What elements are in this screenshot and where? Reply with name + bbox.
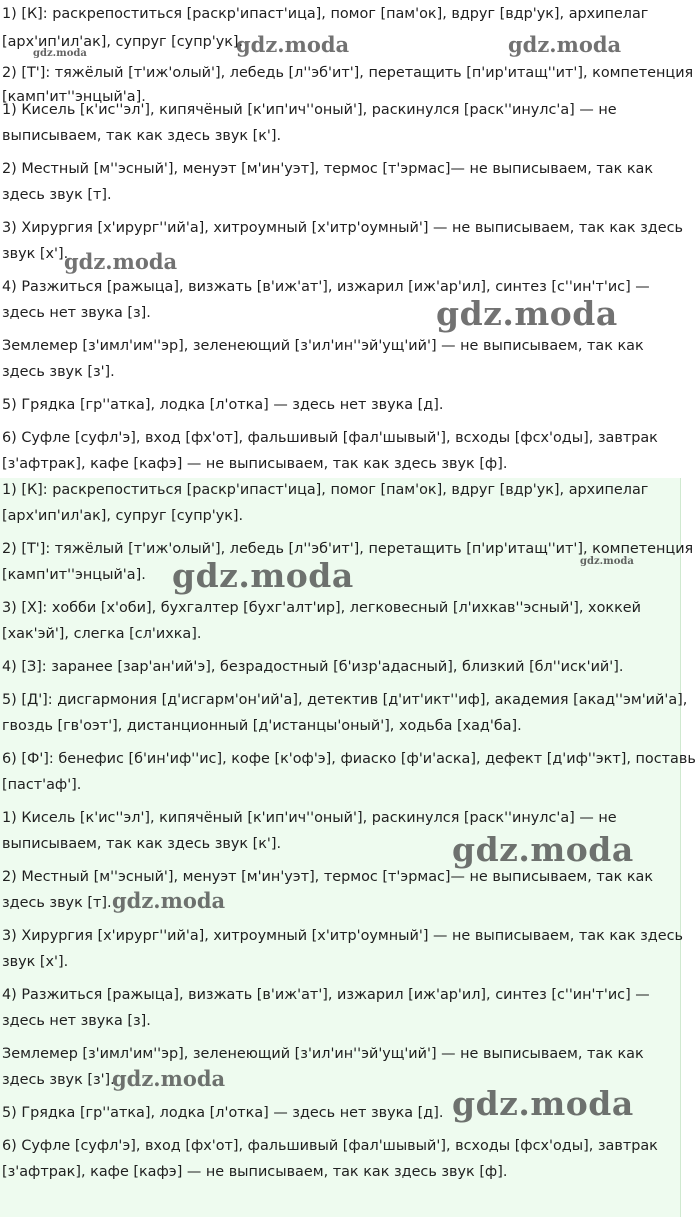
text-line: [з'афтрак], кафе [кафэ] — не выписываем, так как здесь звук [ф]. [2,1164,508,1180]
watermark: gdz.moda [452,1084,634,1123]
text-line: 1) [К]: раскрепоститься [раскр'ипаст'ица], помог [пам'ок], вдруг [вдр'ук], архипелаг [2,6,649,22]
text-line: звук [х']. [2,954,69,970]
watermark: gdz.moda [508,32,622,57]
text-line: здесь звук [т]. [2,895,112,911]
text-line: 2) Местный [м''эсный'], менуэт [м'ин'уэт], термос [т'эрмас]— не выписываем, так как [2,869,654,885]
text-line: 5) Грядка [гр''атка], лодка [л'отка] — здесь нет звука [д]. [2,397,444,413]
answer-block-bottom [0,478,696,1217]
text-line: 6) [Ф']: бенефис [б'ин'иф''ис], кофе [к'оф'э], фиаско [ф'и'аска], дефект [д'иф''экт], поставь [2,751,696,767]
text-line: 1) [К]: раскрепоститься [раскр'ипаст'ица], помог [пам'ок], вдруг [вдр'ук], архипелаг [2,482,649,498]
watermark: gdz.moda [452,830,634,869]
text-line: [паст'аф']. [2,777,82,793]
text-line: [хак'эй'], слегка [сл'ихка]. [2,626,202,642]
text-line: 2) [Т']: тяжёлый [т'иж'олый'], лебедь [л''эб'ит'], перетащить [п'ир'итащ''ит'], компетенция [2,541,694,557]
watermark: gdz.moda [64,249,178,274]
text-line: 1) Кисель [к'ис''эл'], кипячёный [к'ип'ич''оный'], раскинулся [раск''инулс'а] — не [2,810,617,826]
watermark: gdz.moda [112,888,226,913]
text-line: 1) Кисель [к'ис''эл'], кипячёный [к'ип'ич''оный'], раскинулся [раск''инулс'а] — не [2,102,617,118]
text-line: выписываем, так как здесь звук [к']. [2,836,282,852]
text-line: 3) Хирургия [х'ирург''ий'а], хитроумный [х'итр'оумный'] — не выписываем, так как здесь [2,928,683,944]
watermark: gdz.moda [236,32,350,57]
text-line: выписываем, так как здесь звук [к']. [2,128,282,144]
answer-block-top [0,0,694,478]
text-line: Землемер [з'имл'им''эр], зеленеющий [з'ил'ин''эй'ущ'ий'] — не выписываем, так как [2,1046,644,1062]
watermark: gdz.moda [580,556,634,567]
text-line: 4) [З]: заранее [зар'ан'ий'э], безрадостный [б'изр'адасный], близкий [бл''иск'ий']. [2,659,624,675]
text-line: 4) Разжиться [ражыца], визжать [в'иж'ат'], изжарил [иж'ар'ил], синтез [с''ин'т'ис] — [2,279,650,295]
text-line: [арх'ип'ил'ак], супруг [супр'ук]. [2,34,244,50]
text-line: Землемер [з'имл'им''эр], зеленеющий [з'ил'ин''эй'ущ'ий'] — не выписываем, так как [2,338,644,354]
text-line: здесь звук [з']. [2,1072,115,1088]
text-line: [з'афтрак], кафе [кафэ] — не выписываем, так как здесь звук [ф]. [2,456,508,472]
text-line: 5) [Д']: дисгармония [д'исгарм'он'ий'а], детектив [д'ит'икт''иф], академия [акад''эм'ий'а], [2,692,688,708]
watermark: gdz.moda [436,294,618,333]
text-line: здесь звук [з']. [2,364,115,380]
text-line: 2) Местный [м''эсный'], менуэт [м'ин'уэт], термос [т'эрмас]— не выписываем, так как [2,161,654,177]
text-line: [арх'ип'ил'ак], супруг [супр'ук]. [2,508,244,524]
text-line: звук [х']. [2,246,69,262]
text-line: 5) Грядка [гр''атка], лодка [л'отка] — здесь нет звука [д]. [2,1105,444,1121]
text-line: здесь звук [т]. [2,187,112,203]
text-line: 2) [Т']: тяжёлый [т'иж'олый'], лебедь [л''эб'ит'], перетащить [п'ир'итащ''ит'], компетенция [2,65,694,81]
text-line: гвоздь [гв'оэт'], дистанционный [д'истанцы'оный'], ходьба [хад'ба]. [2,718,522,734]
text-line: здесь нет звука [з]. [2,305,151,321]
text-line: здесь нет звука [з]. [2,1013,151,1029]
watermark: gdz.moda [112,1066,226,1091]
text-line: 3) Хирургия [х'ирург''ий'а], хитроумный [х'итр'оумный'] — не выписываем, так как здесь [2,220,683,236]
text-line: 6) Суфле [суфл'э], вход [фх'от], фальшивый [фал'шывый'], всходы [фсх'оды], завтрак [2,1138,658,1154]
watermark: gdz.moda [172,556,354,595]
text-line: [камп'ит''энцый'а]. [2,567,146,583]
watermark: gdz.moda [33,48,87,59]
text-line: 6) Суфле [суфл'э], вход [фх'от], фальшивый [фал'шывый'], всходы [фсх'оды], завтрак [2,430,658,446]
text-line: 3) [Х]: хобби [х'оби], бухгалтер [бухг'алт'ир], легковесный [л'ихкав''эсный'], хоккей [2,600,641,616]
text-line: 4) Разжиться [ражыца], визжать [в'иж'ат'], изжарил [иж'ар'ил], синтез [с''ин'т'ис] — [2,987,650,1003]
text-line-cropped: [камп'ит''энцый'а]. [2,89,146,105]
